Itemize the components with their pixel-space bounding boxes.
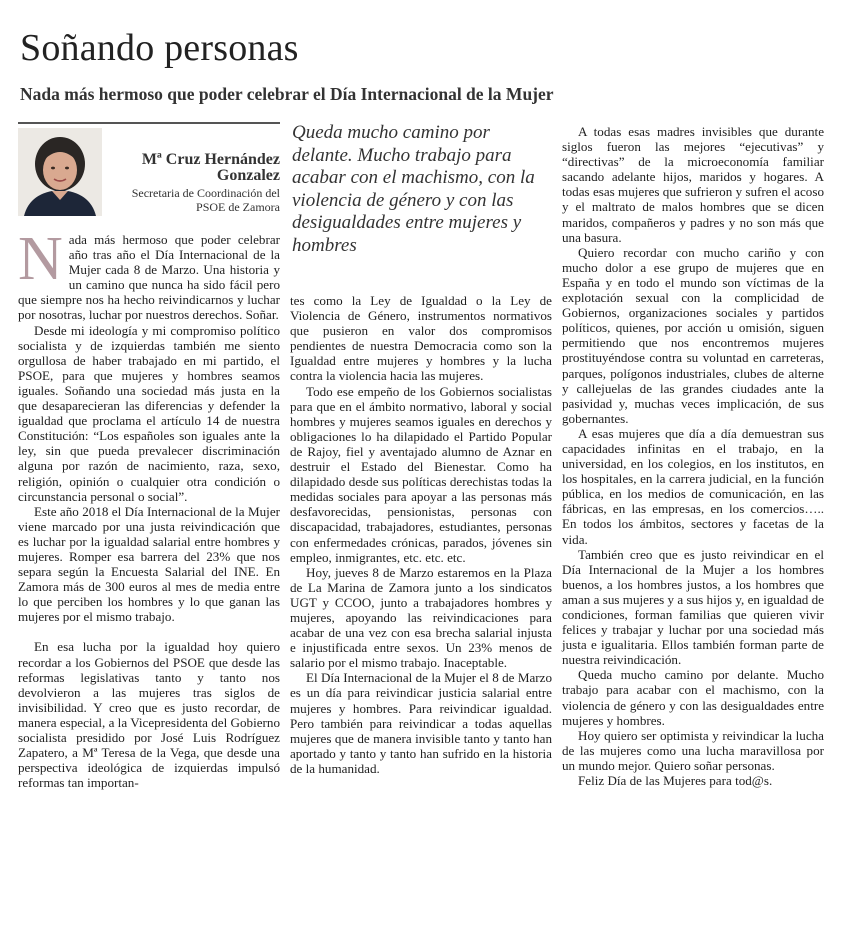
body-paragraph: Hoy quiero ser optimista y reivindicar la lucha de las mujeres como una lucha maravillosa por un mundo mejor. Quiero soñar personas.: [562, 727, 824, 773]
author-name: Mª Cruz Hernández Gonzalez: [141, 151, 280, 184]
pull-quote: Queda mucho camino por delante. Mucho trabajo para acabar con el machismo, con la violencia de género y con las desigualdades entre mujeres y hombres: [292, 122, 535, 256]
author-divider: [18, 122, 280, 124]
body-paragraph: Feliz Día de las Mujeres para tod@s.: [578, 773, 773, 789]
body-paragraph: En esa lucha por la igualdad hoy quiero recordar a los Gobiernos del PSOE que desde las reformas legislativas tanto y tanto nos devolvieron a las mujeres tras siglos de invisibilidad. Y creo que es justo recordar, de manera especial, a la Vicepresidenta del Gobierno socialista presidido por José Luis Rodríguez Zapatero, a Mª Teresa de la Vega, que desde una perspectiva ideológica de izquierdas impulsó reformas tan importan-: [18, 639, 280, 791]
author-role: Secretaria de Coordinación del PSOE de Zamora: [131, 186, 280, 214]
body-paragraph: Desde mi ideología y mi compromiso político socialista y de izquierdas también me siento orgullosa de haber trabajado en mi partido, el PSOE, para que mujeres y hombres seamos iguales. Soñando una sociedad más justa en la que desaparecieran las diferencias y defender la igualdad que proclama el artículo 14 de nuestra Constitución: “Los españoles son iguales ante la ley, sin que pueda prevalecer discriminación alguna por razón de nacimiento, raza, sexo, religión, opinión o cualquier otra condición o circunstancia personal o social”.: [18, 322, 280, 504]
column-2: [290, 122, 552, 776]
body-paragraph: A todas esas madres invisibles que durante siglos fueron las mejores “ejecutivas” y “directivas” de la microeconomía familiar sacando adelante hijos, maridos y hogares. A todas esas mujeres que sufrieron y sufren el acoso y el maltrato de malos hombres que se dicen maridos, compañeros y padres y no son más que una basura.: [562, 124, 824, 245]
body-paragraph: El Día Internacional de la Mujer el 8 de Marzo es un día para reivindicar justicia salarial entre mujeres y hombres. Para reivindicar igualdad. Pero también para reivindicar a todas aquellas mujeres que de manera invisible tanto y tanto han aportado y tanto y tanto han sufrido en la historia de la humanidad.: [290, 670, 552, 776]
headline: Soñando personas: [20, 27, 299, 69]
body-paragraph: Este año 2018 el Día Internacional de la Mujer viene marcado por una justa reivindicación que es luchar por la igualdad salarial entre hombres y mujeres. Romper esa barrera del 23% que nos separa según la Encuesta Salarial del INE. En Zamora más de 300 euros al mes de media entre lo que perciben los hombres y lo que ganan las mujeres por el mismo trabajo.: [18, 503, 280, 625]
body-paragraph: Queda mucho camino por delante. Mucho trabajo para acabar con el machismo, con la violencia de género y con las desigualdades entre mujeres y hombres.: [562, 667, 824, 728]
author-photo: [18, 128, 102, 216]
lead-paragraph: [18, 225, 280, 323]
subhead: Nada más hermoso que poder celebrar el Día Internacional de la Mujer: [20, 84, 554, 104]
body-paragraph: tes como la Ley de Igualdad o la Ley de Violencia de Género, instrumentos normativos que pusieron en valor dos compromisos pendientes de nuestra Democracia como son la Igualdad entre mujeres y hombres y la lucha contra la violencia hacia las mujeres.: [290, 293, 552, 384]
body-paragraph: A esas mujeres que día a día demuestran sus capacidades infinitas en el trabajo, en la universidad, en los colegios, en los institutos, en los hospitales, en la carrera judicial, en la función pública, en los medios de comunicación, en las fábricas, en las empresas, en los comercios….. En todos los ámbitos, sectores y facetas de la vida.: [562, 425, 824, 547]
column-3: [562, 124, 824, 788]
body-paragraph: Quiero recordar con mucho cariño y con mucho dolor a ese grupo de mujeres que en España y en todo el mundo son víctimas de la explotación sexual con la complicidad de Gobiernos, organizaciones sociales y partidos políticos, quienes, por acción u omisión, siguen permitiendo que nos encontremos mujeres prostituyéndose contra su voluntad en carreteras, parques, polígonos industriales, clubes de alterne y callejuelas de las grandes ciudades ante la pasividad y, muchas veces implicación, de sus gobernantes.: [562, 244, 824, 426]
lead-text: ada más hermoso que poder celebrar año tras año el Día Internacional de la Mujer cada 8 de Marzo. Una historia y un camino que nunca ha sido fácil pero que siempre nos ha hecho reivindicarnos y luchar por nosotras, luchar por nuestros derechos. Soñar.: [18, 232, 280, 323]
column-1: [18, 122, 280, 790]
author-portrait-icon: [18, 128, 102, 216]
body-paragraph: Todo ese empeño de los Gobiernos socialistas para que en el ámbito normativo, laboral y social hombres y mujeres seamos iguales en derechos y obligaciones lo ha dilapidado el Partido Popular de Rajoy, fiel y aventajado alumno de Aznar en destruir el Estado del Bienestar. Como ha dilapidado desde sus políticas derechistas todas la medidas sociales para apoyar a las personas más desfavorecidas, pensionistas, personas con discapacidad, trabajadores, estudiantes, personas con enfermedades crónicas, parados, jóvenes sin empleo, inmigrantes, etc. etc. etc.: [290, 383, 552, 565]
author-box: [18, 128, 280, 224]
body-paragraph: También creo que es justo reivindicar en el Día Internacional de la Mujer a los hombres buenos, a los hombres justos, a los hombres que aman a sus mujeres y a sus hijos y, en igualdad de condiciones, forman familias que quieren vivir felices y trabajar y luchar por una sociedad más justa e igualitaria. Ellos también forman parte de nuestra reivindicación.: [562, 546, 824, 668]
drop-cap: N: [18, 225, 63, 293]
body-paragraph: Hoy, jueves 8 de Marzo estaremos en la Plaza de La Marina de Zamora junto a los sindicatos UGT y CCOO, junto a trabajadores hombres y mujeres, apoyando las reivindicaciones para acabar de una vez con esa brecha salarial injusta e injustificada entre sexos. Un 23% menos de salario por el mismo trabajo. Inaceptable.: [290, 564, 552, 671]
